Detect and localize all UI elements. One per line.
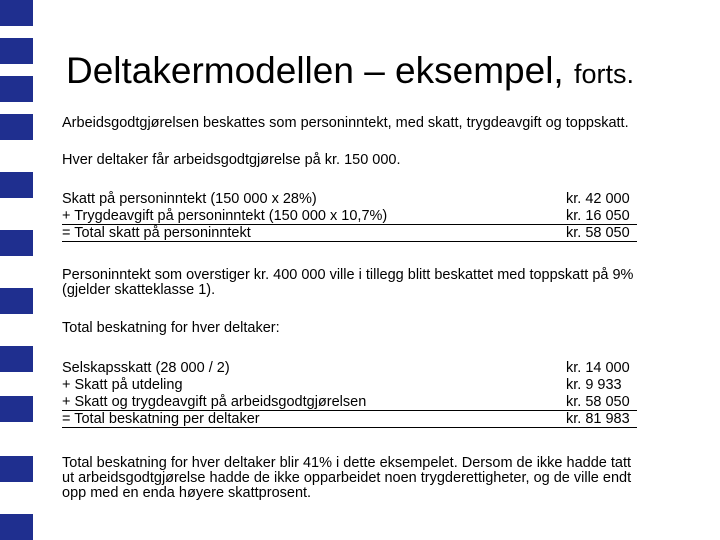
calc-label: Skatt på personinntekt (150 000 x 28%): [62, 191, 317, 207]
title-main: Deltakermodellen – eksempel,: [66, 50, 564, 91]
calc-value: kr. 58 050: [566, 225, 630, 241]
calc-label: = Total beskatning per deltaker: [62, 411, 260, 427]
sidebar-square: [0, 76, 33, 102]
sidebar-square: [0, 172, 33, 198]
calc-label: + Skatt på utdeling: [62, 377, 183, 393]
decorative-sidebar: [0, 0, 40, 540]
calc-row: [62, 394, 637, 411]
paragraph-line: (gjelder skatteklasse 1).: [62, 282, 216, 298]
sidebar-square: [0, 288, 33, 314]
paragraph-income: Hver deltaker får arbeidsgodtgjørelse på kr. 150 000.: [62, 152, 401, 168]
calc-row: [62, 377, 637, 394]
paragraph-toptax: [62, 268, 633, 298]
paragraph-line: ut arbeidsgodtgjørelse hadde de ikke opparbeidet noen trygderettigheter, og de ville endt: [62, 470, 632, 486]
paragraph-line: Personinntekt som overstiger kr. 400 000 ville i tillegg blitt beskattet med toppskatt på 9%: [62, 267, 634, 283]
calc-label: + Skatt og trygdeavgift på arbeidsgodtgjørelsen: [62, 394, 367, 410]
calculation-table-2: [62, 360, 637, 428]
sidebar-square: [0, 38, 33, 64]
calc-value: kr. 16 050: [566, 208, 630, 224]
paragraph-conclusion: [62, 456, 631, 501]
calculation-table-1: [62, 191, 637, 242]
calc-value: kr. 9 933: [566, 377, 622, 393]
title-suffix: forts.: [573, 59, 634, 89]
calc-row-total: [62, 411, 637, 428]
calc-row: [62, 208, 637, 225]
calc-label: + Trygdeavgift på personinntekt (150 000 x 10,7%): [62, 208, 388, 224]
calc-row: [62, 191, 637, 208]
sidebar-square: [0, 0, 33, 26]
sidebar-square: [0, 456, 33, 482]
paragraph-total-heading: Total beskatning for hver deltaker:: [62, 320, 280, 336]
calc-row: [62, 360, 637, 377]
paragraph-line: Total beskatning for hver deltaker blir 41% i dette eksempelet. Dersom de ikke hadde tatt: [62, 455, 632, 471]
sidebar-square: [0, 396, 33, 422]
slide-title: [66, 50, 634, 95]
calc-value: kr. 58 050: [566, 394, 630, 410]
paragraph-intro: Arbeidsgodtgjørelsen beskattes som personinntekt, med skatt, trygdeavgift og toppskatt.: [62, 115, 629, 131]
sidebar-square: [0, 230, 33, 256]
calc-value: kr. 81 983: [566, 411, 630, 427]
calc-value: kr. 42 000: [566, 191, 630, 207]
sidebar-square: [0, 114, 33, 140]
calc-label: = Total skatt på personinntekt: [62, 225, 251, 241]
sidebar-square: [0, 514, 33, 540]
calc-value: kr. 14 000: [566, 360, 630, 376]
calc-row-total: [62, 225, 637, 242]
paragraph-line: opp med en enda høyere skattprosent.: [62, 485, 312, 501]
sidebar-square: [0, 346, 33, 372]
calc-label: Selskapsskatt (28 000 / 2): [62, 360, 230, 376]
